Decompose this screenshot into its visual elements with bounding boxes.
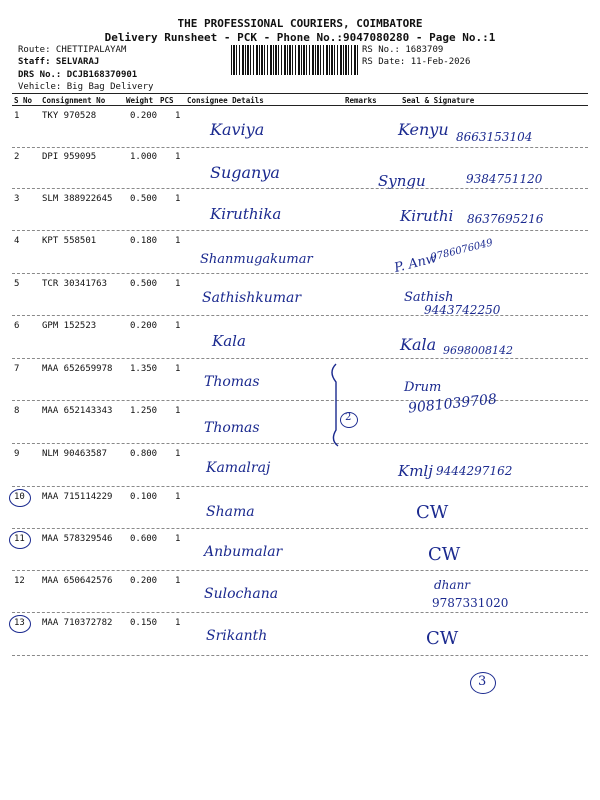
signature: Kenyu [398, 120, 449, 139]
drs-label: DRS No.: DCJB168370901 [18, 70, 138, 80]
consignee-name: Suganya [210, 163, 280, 182]
row-weight: 0.200 [130, 576, 158, 586]
row-weight: 0.150 [130, 618, 158, 628]
row-pcs: 1 [175, 576, 181, 586]
phone-number: 9698008142 [443, 344, 513, 357]
consignee-name: Kamalraj [206, 460, 271, 476]
page-total-count: 3 [478, 674, 487, 689]
row-divider [12, 528, 588, 529]
row-consignment: DPI 959095 [42, 152, 97, 162]
row-pcs: 1 [175, 279, 181, 289]
row-sno: 11 [14, 534, 25, 544]
row-consignment: SLM 388922645 [42, 194, 113, 204]
phone-number: 9443742250 [424, 303, 501, 317]
consignee-name: Sathishkumar [202, 290, 302, 306]
staff-label: Staff: SELVARAJ [18, 57, 100, 67]
row-pcs: 1 [175, 236, 181, 246]
row-weight: 0.500 [130, 194, 158, 204]
route-label: Route: CHETTIPALAYAM [18, 45, 127, 55]
phone-number: 9786076049 [429, 237, 495, 264]
header-rule-top [12, 93, 588, 94]
phone-number: 9081039708 [407, 391, 498, 417]
row-weight: 1.350 [130, 364, 158, 374]
signature: dhanr [434, 578, 471, 592]
barcode [231, 45, 359, 75]
consignee-name: Shama [206, 504, 255, 520]
company-title: THE PROFESSIONAL COURIERS, COIMBATORE [177, 17, 423, 30]
row-pcs: 1 [175, 449, 181, 459]
consignee-name: Thomas [204, 420, 260, 436]
row-sno: 3 [14, 194, 20, 204]
consignee-name: Srikanth [206, 628, 268, 644]
row-weight: 0.200 [130, 321, 158, 331]
row-sno: 6 [14, 321, 20, 331]
consignee-name: Kala [212, 332, 246, 350]
rs-date: RS Date: 11-Feb-2026 [362, 57, 471, 67]
row-weight: 0.200 [130, 111, 158, 121]
signature: CW [426, 628, 459, 649]
row-sno: 4 [14, 236, 20, 246]
col-pcs: PCS [160, 96, 174, 105]
signature: CW [416, 502, 449, 523]
row-weight: 0.100 [130, 492, 158, 502]
row-weight: 0.800 [130, 449, 158, 459]
row-sno: 5 [14, 279, 20, 289]
row-pcs: 1 [175, 152, 181, 162]
phone-number: 9787331020 [432, 596, 509, 610]
row-consignment: GPM 152523 [42, 321, 97, 331]
signature: Kiruthi [400, 207, 454, 225]
row-divider [12, 400, 588, 401]
signature: Syngu [378, 172, 426, 190]
row-consignment: MAA 652143343 [42, 406, 113, 416]
consignee-name: Sulochana [204, 586, 279, 602]
consignee-name: Anbumalar [204, 544, 283, 560]
consignee-name: Kiruthika [210, 205, 282, 223]
col-sno: S No [14, 96, 33, 105]
row-consignment: MAA 652659978 [42, 364, 113, 374]
row-weight: 0.180 [130, 236, 158, 246]
signature: P. Anw [392, 250, 439, 277]
row-divider [12, 570, 588, 571]
row-consignment: TKY 970528 [42, 111, 97, 121]
row-divider [12, 230, 588, 231]
row-divider [12, 188, 588, 189]
circled-count: 2 [345, 412, 352, 423]
col-consignee: Consignee Details [187, 96, 264, 105]
row-divider [12, 486, 588, 487]
row-consignment: MAA 578329546 [42, 534, 113, 544]
row-sno: 10 [14, 492, 25, 502]
row-consignment: TCR 30341763 [42, 279, 108, 289]
row-sno: 1 [14, 111, 20, 121]
signature: Kmlj [398, 462, 433, 480]
row-divider [12, 273, 588, 274]
row-pcs: 1 [175, 364, 181, 374]
row-sno: 12 [14, 576, 25, 586]
phone-number: 9384751120 [466, 172, 543, 186]
row-weight: 0.500 [130, 279, 158, 289]
row-sno: 7 [14, 364, 20, 374]
col-seal-signature: Seal & Signature [402, 96, 475, 105]
phone-number: 8663153104 [456, 130, 533, 144]
phone-number: 8637695216 [467, 212, 544, 226]
consignee-name: Thomas [204, 374, 260, 390]
row-divider [12, 443, 588, 444]
row-divider [12, 315, 588, 316]
col-remarks: Remarks [345, 96, 377, 105]
row-consignment: MAA 650642576 [42, 576, 113, 586]
signature: Sathish [404, 290, 454, 305]
row-divider [12, 655, 588, 656]
row-sno: 2 [14, 152, 20, 162]
row-sno: 8 [14, 406, 20, 416]
row-pcs: 1 [175, 111, 181, 121]
row-consignment: NLM 90463587 [42, 449, 108, 459]
col-weight: Weight [126, 96, 154, 105]
rs-number: RS No.: 1683709 [362, 45, 444, 55]
phone-number: 9444297162 [436, 464, 513, 478]
signature: CW [428, 544, 461, 565]
bracket-mark [326, 360, 362, 450]
row-pcs: 1 [175, 194, 181, 204]
consignee-name: Kaviya [210, 120, 265, 139]
row-weight: 0.600 [130, 534, 158, 544]
row-pcs: 1 [175, 321, 181, 331]
row-pcs: 1 [175, 492, 181, 502]
signature: Kala [400, 335, 437, 354]
runsheet-subtitle: Delivery Runsheet - PCK - Phone No.:9047080280 - Page No.:1 [104, 31, 496, 44]
row-pcs: 1 [175, 406, 181, 416]
row-weight: 1.000 [130, 152, 158, 162]
row-sno: 9 [14, 449, 20, 459]
row-weight: 1.250 [130, 406, 158, 416]
vehicle-label: Vehicle: Big Bag Delivery [18, 82, 154, 92]
row-consignment: MAA 710372782 [42, 618, 113, 628]
row-consignment: MAA 715114229 [42, 492, 113, 502]
row-divider [12, 612, 588, 613]
row-consignment: KPT 558501 [42, 236, 97, 246]
row-pcs: 1 [175, 618, 181, 628]
row-divider [12, 358, 588, 359]
row-pcs: 1 [175, 534, 181, 544]
col-consignment: Consignment No [42, 96, 106, 105]
consignee-name: Shanmugakumar [200, 252, 313, 267]
row-sno: 13 [14, 618, 25, 628]
row-divider [12, 147, 588, 148]
header-rule-bottom [12, 105, 588, 106]
signature: Drum [404, 380, 442, 395]
